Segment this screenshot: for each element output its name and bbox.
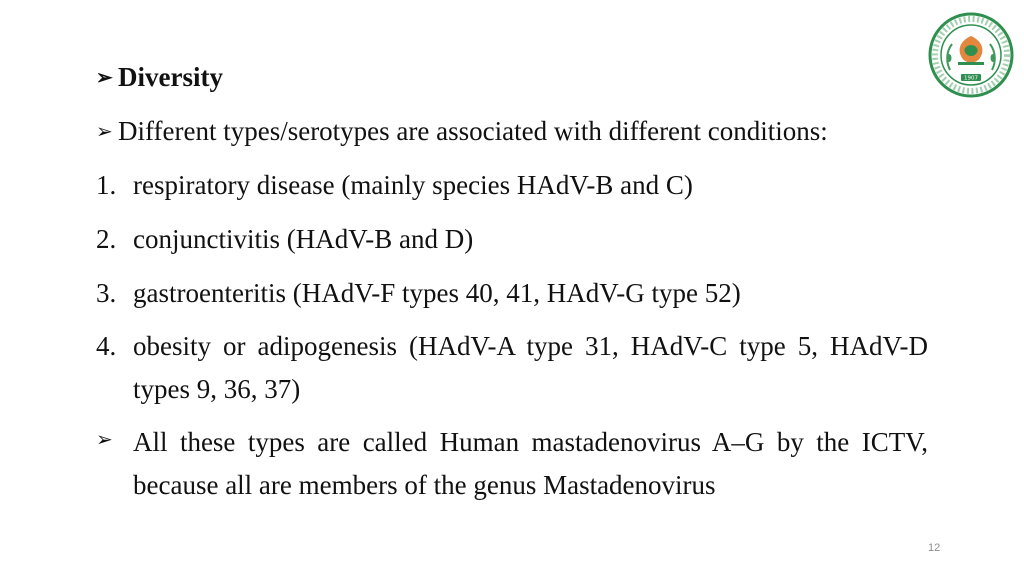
summary-line bbox=[96, 421, 928, 507]
list-item bbox=[96, 218, 928, 261]
list-number: 2. bbox=[96, 224, 117, 254]
page-number: 12 bbox=[928, 542, 941, 554]
arrowhead-bullet-icon: ➢ bbox=[96, 67, 113, 89]
list-text: obesity or adipogenesis (HAdV-A type 31, HAdV-C type 5, HAdV-D types 9, 36, 37) bbox=[133, 331, 928, 404]
list-item bbox=[96, 164, 928, 207]
list-number: 1. bbox=[96, 170, 117, 200]
list-text: conjunctivitis (HAdV-B and D) bbox=[133, 224, 474, 254]
intro-text: Different types/serotypes are associated with different conditions: bbox=[118, 116, 828, 146]
summary-text: All these types are called Human mastadenovirus A–G by the ICTV, because all are members of the genus Mastadenovirus bbox=[133, 427, 928, 500]
intro-line bbox=[96, 114, 828, 149]
list-number: 4. bbox=[96, 331, 117, 361]
list-text: gastroenteritis (HAdV-F types 40, 41, HAdV-G type 52) bbox=[133, 278, 741, 308]
heading-line bbox=[96, 60, 223, 95]
list-item bbox=[96, 325, 928, 411]
list-item bbox=[96, 272, 928, 315]
list-text: respiratory disease (mainly species HAdV-B and C) bbox=[133, 170, 693, 200]
arrowhead-bullet-icon: ➢ bbox=[96, 121, 113, 143]
logo-year: 1907 bbox=[964, 75, 978, 82]
heading-text: Diversity bbox=[118, 62, 223, 92]
institution-logo bbox=[928, 12, 1014, 98]
list-number: 3. bbox=[96, 278, 117, 308]
arrowhead-bullet-icon: ➢ bbox=[96, 429, 113, 451]
